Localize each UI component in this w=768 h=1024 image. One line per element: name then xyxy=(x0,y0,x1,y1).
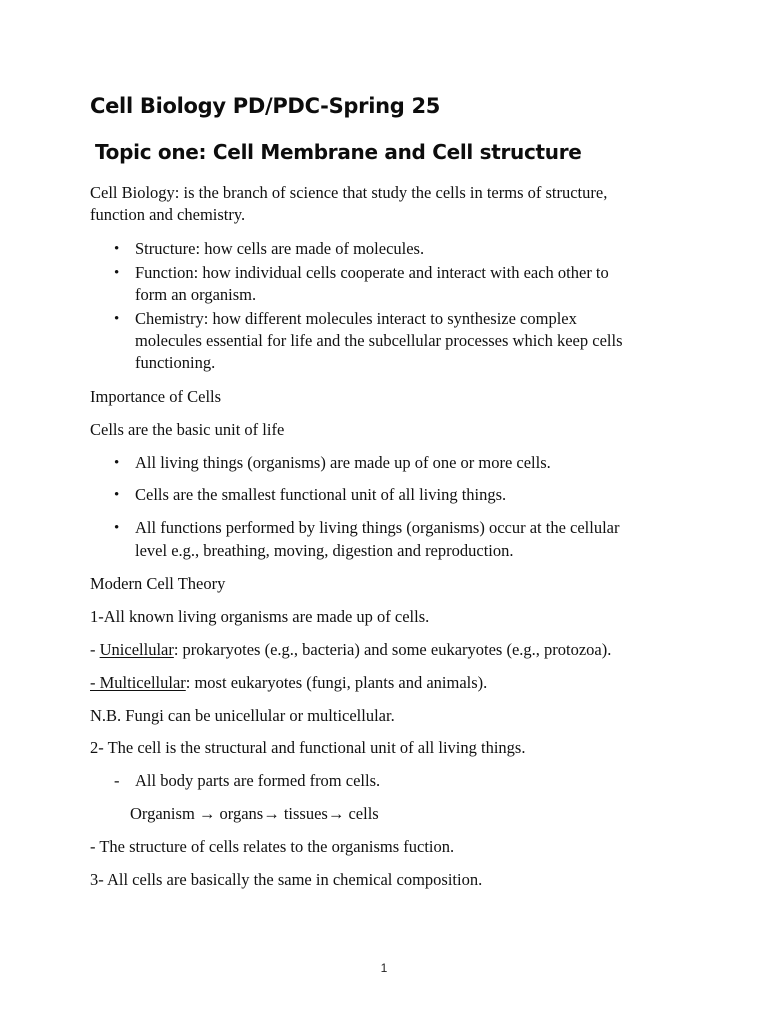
aspect-structure: Structure: how cells are made of molecules. xyxy=(135,239,425,258)
theory-point-3: 3- All cells are basically the same in chemical composition. xyxy=(90,870,483,889)
aspect-function-line-1: Function: how individual cells cooperate and interact with each other to xyxy=(135,263,609,282)
multicellular-line xyxy=(90,672,487,695)
importance-point-3-line-1: All functions performed by living things (organisms) occur at the cellular xyxy=(135,518,620,537)
definition-line-1: Cell Biology: is the branch of science that study the cells in terms of structure, xyxy=(90,183,608,202)
unicellular-description: : prokaryotes (e.g., bacteria) and some eukaryotes (e.g., protozoa). xyxy=(173,640,612,659)
theory-point-2: 2- The cell is the structural and functional unit of all living things. xyxy=(90,738,526,757)
bullet-marker: • xyxy=(114,265,120,281)
multicellular-term: - Multicellular xyxy=(90,673,186,692)
topic-heading: Topic one: Cell Membrane and Cell structure xyxy=(95,140,582,164)
bullet-marker: • xyxy=(114,487,120,503)
definition-line-2: function and chemistry. xyxy=(90,205,246,224)
aspect-function-line-2: form an organism. xyxy=(135,285,257,304)
aspect-chemistry-line-1: Chemistry: how different molecules interact to synthesize complex xyxy=(135,309,577,328)
importance-heading: Importance of Cells xyxy=(90,387,222,406)
page-number: 1 xyxy=(380,961,388,975)
bullet-marker: • xyxy=(114,520,120,536)
unicellular-line xyxy=(90,639,611,662)
bullet-marker: • xyxy=(114,241,120,257)
body-parts-point: All body parts are formed from cells. xyxy=(135,771,381,790)
bullet-marker: • xyxy=(114,455,120,471)
basic-unit-line: Cells are the basic unit of life xyxy=(90,420,285,439)
theory-point-1: 1-All known living organisms are made up of cells. xyxy=(90,607,430,626)
bullet-marker: • xyxy=(114,311,120,327)
multicellular-description: : most eukaryotes (fungi, plants and animals). xyxy=(185,673,488,692)
organization-hierarchy: Organism → organs→ tissues→ cells xyxy=(130,804,379,823)
unicellular-term: Unicellular xyxy=(99,640,174,659)
structure-note: - The structure of cells relates to the organisms fuction. xyxy=(90,837,455,856)
unicellular-prefix: - xyxy=(90,640,100,659)
dash-marker: - xyxy=(114,771,120,790)
nb-note: N.B. Fungi can be unicellular or multicellular. xyxy=(90,706,395,725)
theory-heading: Modern Cell Theory xyxy=(90,574,226,593)
importance-point-2: Cells are the smallest functional unit of all living things. xyxy=(135,485,507,504)
importance-point-3-line-2: level e.g., breathing, moving, digestion and reproduction. xyxy=(135,541,514,560)
aspect-chemistry-line-2: molecules essential for life and the subcellular processes which keep cells xyxy=(135,331,623,350)
aspect-chemistry-line-3: functioning. xyxy=(135,353,216,372)
importance-point-1: All living things (organisms) are made up of one or more cells. xyxy=(135,453,551,472)
document-title: Cell Biology PD/PDC-Spring 25 xyxy=(90,94,441,118)
